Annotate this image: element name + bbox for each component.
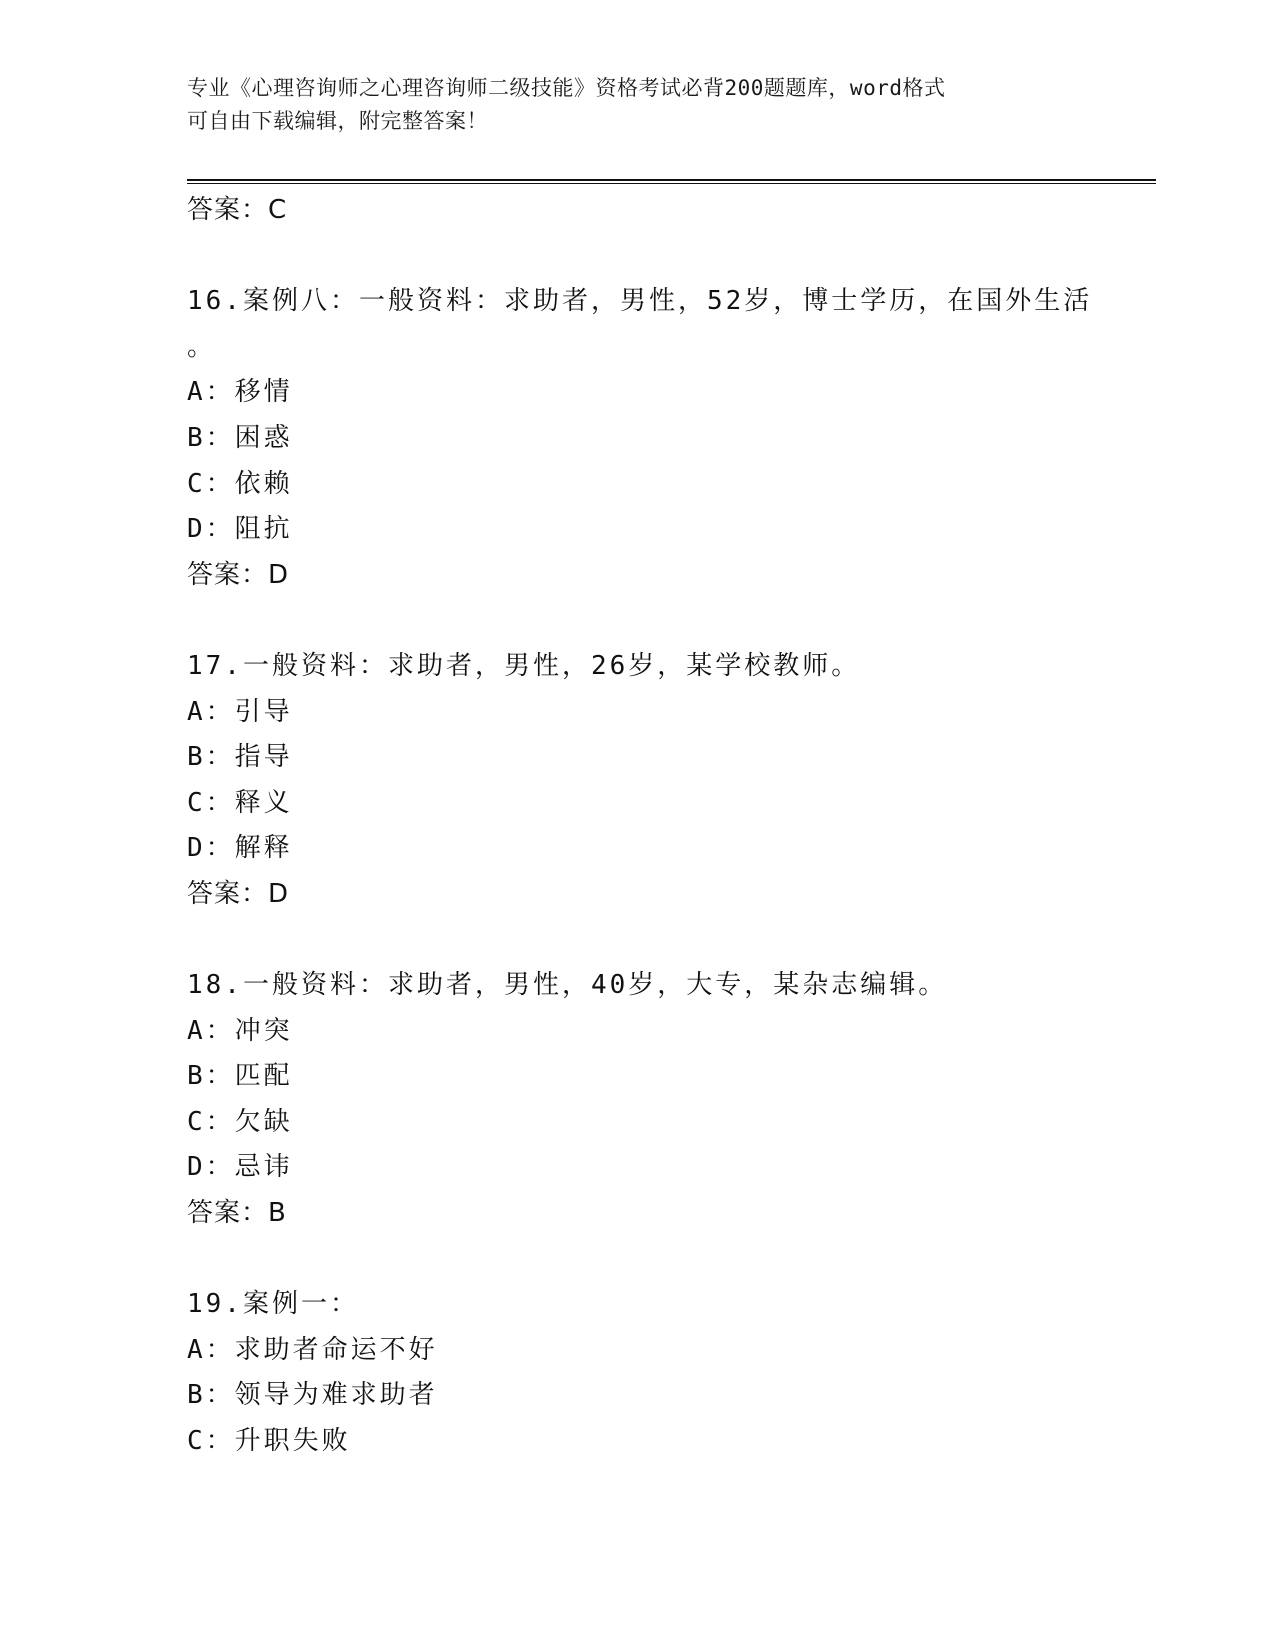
option-a: A：冲突 (187, 1015, 293, 1046)
question-18 (187, 963, 1107, 1237)
question-16 (187, 279, 1107, 598)
header-title-line-2: 可自由下载编辑，附完整答案！ (187, 109, 488, 133)
answer-line: 答案：D (187, 559, 290, 590)
option-d: D：阻抗 (187, 514, 293, 545)
spacer (187, 598, 1107, 644)
question-19 (187, 1282, 1107, 1464)
header-divider-thick (187, 179, 1156, 181)
option-b: B：匹配 (187, 1061, 293, 1092)
document-header (187, 72, 1087, 138)
question-text: 17.一般资料：求助者，男性，26岁，某学校教师。 (187, 650, 861, 681)
question-text: 19.案例一： (187, 1289, 359, 1320)
question-text-continued: 。 (187, 331, 217, 362)
option-c: C：依赖 (187, 468, 293, 499)
spacer (187, 918, 1107, 964)
option-b: B：领导为难求助者 (187, 1380, 438, 1411)
answer-line: 答案：B (187, 1198, 287, 1229)
option-a: A：求助者命运不好 (187, 1334, 438, 1365)
option-d: D：解释 (187, 833, 293, 864)
question-17 (187, 644, 1107, 918)
option-a: A：移情 (187, 377, 293, 408)
option-d: D：忌讳 (187, 1152, 293, 1183)
question-list (187, 188, 1107, 1465)
option-b: B：指导 (187, 742, 293, 773)
question-text: 16.案例八：一般资料：求助者，男性，52岁，博士学历，在国外生活 (187, 286, 1093, 317)
option-c: C：升职失败 (187, 1426, 351, 1457)
answer-line: 答案：C (187, 195, 288, 225)
option-a: A：引导 (187, 696, 293, 727)
option-c: C：欠缺 (187, 1106, 293, 1137)
option-b: B：困惑 (187, 422, 293, 453)
option-c: C：释义 (187, 787, 293, 818)
spacer (187, 1237, 1107, 1283)
header-title-line-1: 专业《心理咨询师之心理咨询师二级技能》资格考试必背200题题库，word格式 (187, 76, 946, 100)
header-divider-thin (187, 183, 1156, 184)
answer-line: 答案：D (187, 878, 290, 909)
question-text: 18.一般资料：求助者，男性，40岁，大专，某杂志编辑。 (187, 970, 948, 1001)
spacer (187, 234, 1107, 280)
